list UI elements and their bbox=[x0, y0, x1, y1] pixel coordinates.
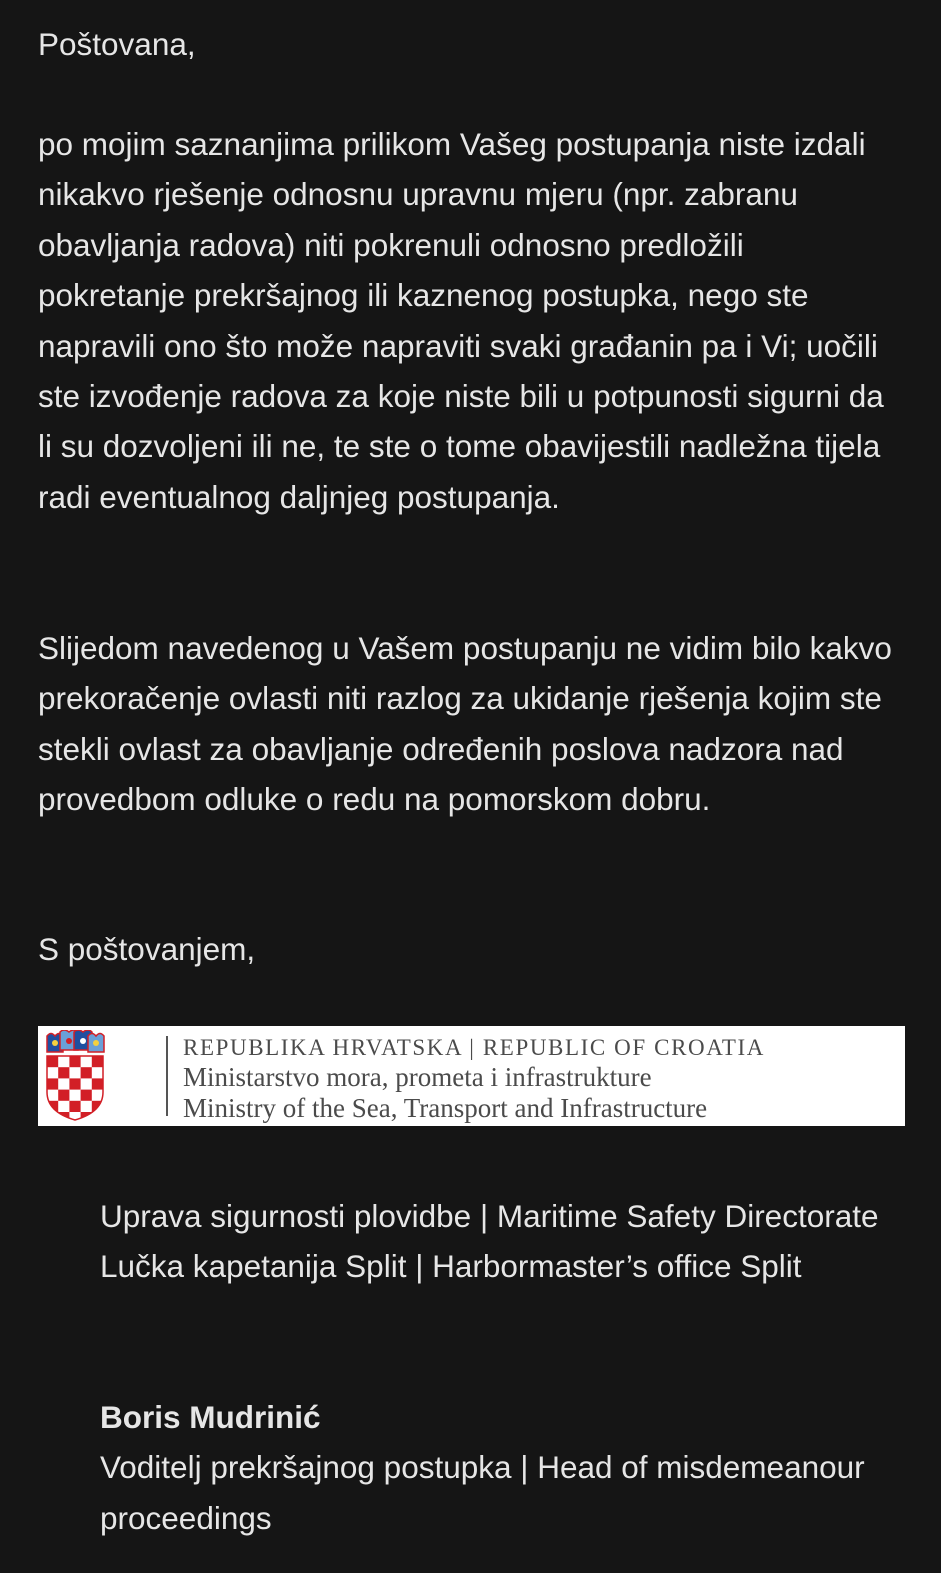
logo-ministry-english: Ministry of the Sea, Transport and Infrastructure bbox=[183, 1093, 708, 1123]
signature-directorate: Uprava sigurnosti plovidbe | Maritime Safety Directorate bbox=[100, 1198, 879, 1234]
email-paragraph-1: po mojim saznanjima prilikom Vašeg postupanja niste izdali nikakvo rješenje odnosnu upravnu mjeru (npr. zabranu obavljanja radova) niti pokrenuli odnosno predložili pokretanje prekršajnog ili kaznenog postupka, nego ste napravili ono što može napraviti svaki građanin pa i Vi; uočili ste izvođenje radova za koje niste bili u potpunosti sigurni da li su dozvoljeni ili ne, te ste o tome obavijestili nadležna tijela radi eventualnog daljnjeg postupanja. bbox=[38, 126, 884, 515]
ministry-logo-banner bbox=[38, 1026, 905, 1126]
crest-crown bbox=[47, 1030, 104, 1052]
signature-person bbox=[100, 1392, 890, 1543]
signature-organization bbox=[100, 1191, 890, 1292]
crest-checkerboard bbox=[47, 1056, 103, 1122]
croatian-coat-of-arms-icon bbox=[43, 1030, 107, 1122]
email-greeting: Poštovana, bbox=[38, 26, 196, 62]
signature-name: Boris Mudrinić bbox=[100, 1399, 321, 1435]
logo-ministry-croatian: Ministarstvo mora, prometa i infrastrukture bbox=[183, 1062, 652, 1092]
logo-text bbox=[183, 1034, 765, 1124]
email-closing: S poštovanjem, bbox=[38, 931, 256, 967]
signature-title: Voditelj prekršajnog postupka | Head of misdemeanour proceedings bbox=[100, 1449, 865, 1536]
signature-office: Lučka kapetanija Split | Harbormaster’s office Split bbox=[100, 1248, 802, 1285]
email-paragraph-2: Slijedom navedenog u Vašem postupanju ne vidim bilo kakvo prekoračenje ovlasti niti razlog za ukidanje rješenja kojim ste stekli ovlast za obavljanje određenih poslova nadzora nad provedbom odluke o redu na pomorskom dobru. bbox=[38, 630, 892, 818]
logo-divider bbox=[166, 1036, 168, 1116]
logo-republic-line: REPUBLIKA HRVATSKA | REPUBLIC OF CROATIA bbox=[183, 1035, 766, 1060]
